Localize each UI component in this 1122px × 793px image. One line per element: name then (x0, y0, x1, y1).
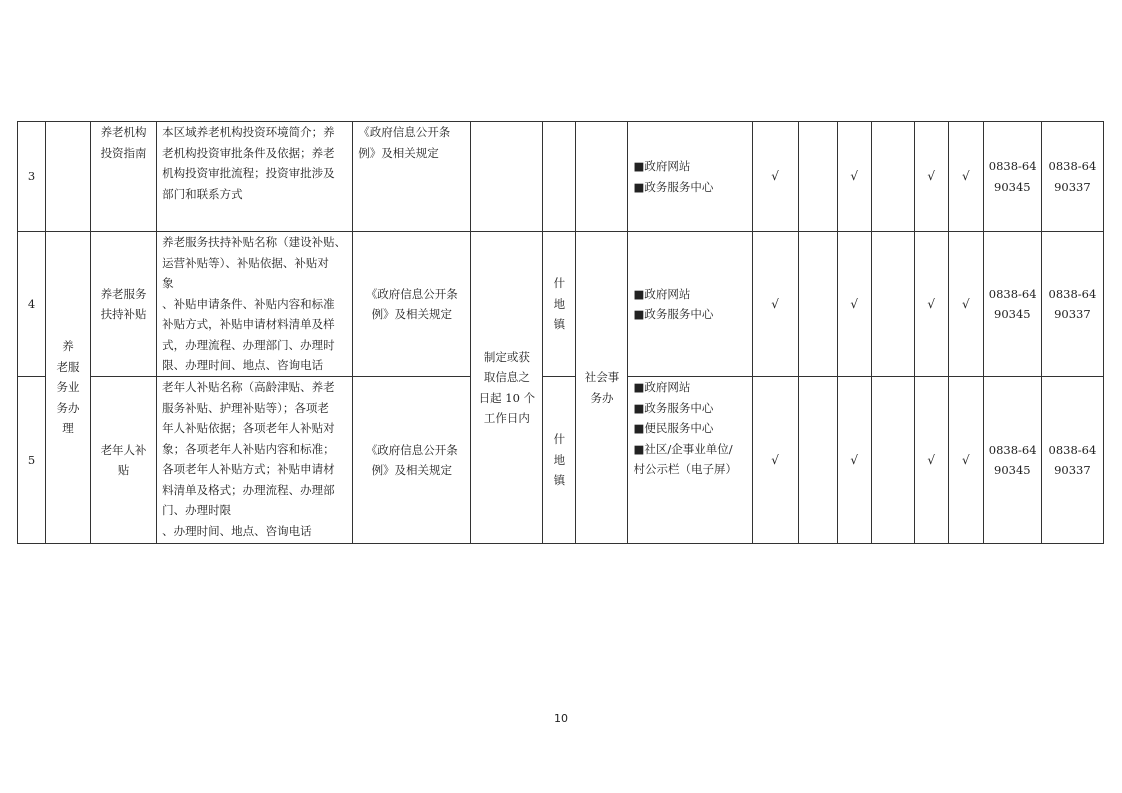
phone-2: 0838-64 90337 (1041, 377, 1103, 544)
check-mark (871, 232, 914, 377)
responsible-dept: 社会事 务办 (576, 232, 628, 544)
row-number: 5 (18, 377, 46, 544)
check-mark: √ (837, 377, 871, 544)
check-mark (871, 122, 914, 232)
table-row (18, 377, 1104, 544)
check-mark: √ (914, 122, 948, 232)
check-mark: √ (752, 377, 798, 544)
time-limit: 制定或获 取信息之 日起 10 个 工作日内 (471, 232, 543, 544)
check-mark: √ (752, 232, 798, 377)
dept-empty (576, 122, 628, 232)
channels: ■政府网站 ■政务服务中心 (628, 232, 752, 377)
check-mark: √ (837, 122, 871, 232)
check-mark: √ (914, 232, 948, 377)
item-name: 养老服务 扶持补贴 (91, 232, 157, 377)
responsible-unit: 什 地 镇 (543, 377, 576, 544)
row-number: 4 (18, 232, 46, 377)
legal-basis: 《政府信息公开条 例》及相关规定 (353, 232, 471, 377)
unit-empty (543, 122, 576, 232)
item-name: 养老机构 投资指南 (91, 122, 157, 232)
phone-1: 0838-64 90345 (983, 377, 1041, 544)
item-name: 老年人补 贴 (91, 377, 157, 544)
check-mark: √ (837, 232, 871, 377)
category-cell: 养 老服 务业 务办 理 (46, 232, 91, 544)
table-row (18, 232, 1104, 377)
disclosure-table (17, 121, 1104, 544)
legal-basis: 《政府信息公开条 例》及相关规定 (353, 377, 471, 544)
check-mark: √ (948, 232, 983, 377)
legal-basis: 《政府信息公开条 例》及相关规定 (353, 122, 471, 232)
check-mark (798, 377, 837, 544)
phone-1: 0838-64 90345 (983, 122, 1041, 232)
check-mark (871, 377, 914, 544)
item-content: 养老服务扶持补贴名称（建设补贴、 运营补贴等）、补贴依据、补贴对 象 、补贴申请条件、补贴内容和标准 补贴方式，补贴申请材料清单及样 式，办理流程、办理部门、办理时 限、办理时间、地点、咨询电话 (157, 232, 353, 377)
phone-2: 0838-64 90337 (1041, 232, 1103, 377)
responsible-unit: 什 地 镇 (543, 232, 576, 377)
check-mark: √ (914, 377, 948, 544)
row-number: 3 (18, 122, 46, 232)
check-mark (798, 122, 837, 232)
check-mark (798, 232, 837, 377)
phone-1: 0838-64 90345 (983, 232, 1041, 377)
time-limit-empty (471, 122, 543, 232)
table-row (18, 122, 1104, 232)
page-number: 10 (554, 712, 568, 725)
category-cell-empty (46, 122, 91, 232)
phone-2: 0838-64 90337 (1041, 122, 1103, 232)
check-mark: √ (948, 377, 983, 544)
item-content: 本区域养老机构投资环境简介；养 老机构投资审批条件及依据；养老 机构投资审批流程；投资审批涉及 部门和联系方式 (157, 122, 353, 232)
channels: ■政府网站 ■政务服务中心 ■便民服务中心 ■社区/企事业单位/ 村公示栏（电子屏） (628, 377, 752, 544)
item-content: 老年人补贴名称（高龄津贴、养老 服务补贴、护理补贴等）；各项老 年人补贴依据；各项老年人补贴对 象；各项老年人补贴内容和标准； 各项老年人补贴方式；补贴申请材 料清单及格式；办理流程、办理部 门、办理时限 、办理时间、地点、咨询电话 (157, 377, 353, 544)
check-mark: √ (752, 122, 798, 232)
channels: ■政府网站 ■政务服务中心 (628, 122, 752, 232)
check-mark: √ (948, 122, 983, 232)
